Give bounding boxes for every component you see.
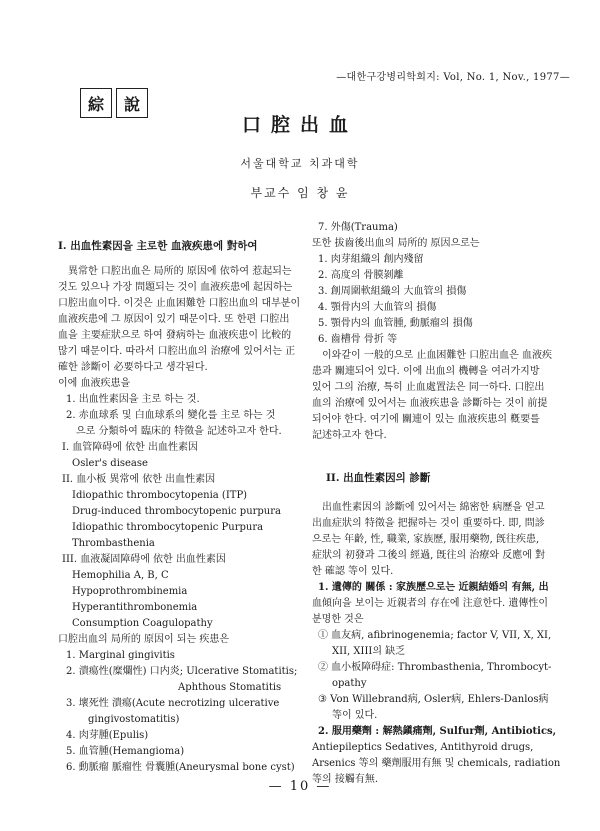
para-line: 患과 關連되어 있다. 이에 出血의 機轉을 여러가지방 [312, 366, 540, 377]
sub-item: Hypoprothrombinemia [72, 586, 188, 597]
local-intro: 口腔出血의 局所的 原因이 되는 疾患은 [58, 634, 230, 645]
page-number: — 10 — [268, 779, 332, 794]
para-line: 한 確認 等이 있다. [312, 566, 394, 577]
para-line: 症狀의 初發과 그後의 經過, 旣往의 治療와 反應에 對 [312, 550, 546, 561]
local-item: gingivostomatitis) [88, 714, 180, 725]
section-heading-1: I. 出血性素因을 主로한 血液疾患에 對하여 [58, 240, 258, 252]
local-item: 2. 潰瘍性(糜爛性) 口内炎; Ulcerative Stomatitis; [66, 666, 298, 677]
para-line: 이에 血液疾患을 [58, 378, 131, 389]
left-column [58, 238, 308, 776]
local-item: Aphthous Stomatitis [178, 682, 282, 693]
circled-item: ① 血友病, afibrinogenemia; factor V, VII, X, XI, [318, 630, 552, 641]
numbered-item: 으로 分類하여 臨床的 特徵을 記述하고자 한다. [76, 426, 282, 437]
extraction-intro: 또한 拔齒後出血의 局所的 原因으로는 [312, 238, 480, 249]
local-item: 6. 動脈瘤 脈瘤性 骨囊腫(Aneurysmal bone cyst) [66, 762, 295, 773]
local-item: 3. 壞死性 潰瘍(Acute necrotizing ulcerative [66, 698, 280, 709]
heredity-heading: 1. 遺傳的 關係 : 家族歷으로는 近親結婚의 有無, 出 [318, 582, 549, 593]
drugs-heading: 2. 服用藥劑 : 解熱鎭痛劑, Sulfur劑, Antibiotics, [318, 726, 557, 737]
box-label-1: 綜 [80, 88, 112, 118]
local-item: 1. Marginal gingivitis [66, 650, 175, 661]
extraction-item: 6. 齒槽骨 骨折 等 [318, 334, 398, 345]
sub-item: Hyperantithrombonemia [72, 602, 198, 613]
journal-header: —대한구강병리학회지: Vol, No. 1, Nov., 1977— [336, 72, 570, 83]
affiliation: 서울대학교 치과대학 [240, 157, 360, 170]
para-line: 血을 主要症狀으로 하여 發病하는 血液疾患이 比較的 [58, 330, 292, 341]
local-item: 4. 肉芽腫(Epulis) [66, 730, 149, 741]
trauma-item: 7. 外傷(Trauma) [318, 222, 398, 233]
para-line: 있어 그의 治療, 특히 止血處置法은 同一하다. 口腔出 [312, 382, 545, 393]
circled-item: XII, XIII의 缺乏 [332, 646, 406, 657]
circled-item: 等이 있다. [332, 710, 378, 721]
para-line: 것도 있으나 가장 問題되는 것이 血液疾患에 起因하는 [58, 282, 293, 293]
extraction-item: 1. 肉芽組織의 創内殘留 [318, 254, 424, 265]
circled-item: opathy [332, 678, 367, 689]
para-line: 口腔出血이다. 이것은 止血困難한 口腔出血의 대부분이 [58, 298, 301, 309]
para-line: 確한 診斷이 必要하다고 생각된다. [58, 362, 208, 373]
sub-item: Idiopathic thrombocytopenic Purpura [72, 522, 264, 533]
subheading-3: III. 血液凝固障碍에 依한 出血性素因 [62, 554, 226, 565]
para-line: 出血性素因의 診斷에 있어서는 綿密한 病歷을 얻고 [322, 502, 545, 513]
article-title: 口腔出血 [241, 114, 358, 136]
para-line: 血液疾患에 그 原因이 있기 때문이다. 또 한편 口腔出 [58, 314, 290, 325]
sub-item: Idiopathic thrombocytopenia (ITP) [72, 490, 248, 501]
para-line: 되어야 한다. 여기에 關連이 있는 血液疾患의 槪要를 [312, 414, 540, 425]
extraction-item: 5. 顎骨内의 血管腫, 動脈瘤의 損傷 [318, 318, 473, 329]
right-column [312, 220, 562, 788]
para-line: 분명한 것은 [312, 614, 364, 625]
para-line: 出血症狀의 特徵을 把握하는 것이 重要하다. 即, 問診 [312, 518, 545, 529]
section-heading-2: II. 出血性素因의 診斷 [326, 472, 431, 484]
numbered-item: 1. 出血性素因을 主로 하는 것. [66, 394, 200, 405]
sub-item: Hemophilia A, B, C [72, 570, 169, 581]
sub-item: Drug-induced thrombocytopenic purpura [72, 506, 281, 517]
para-line: Antiepileptics Sedatives, Antithyroid drugs, [312, 742, 534, 753]
para-line: 記述하고자 한다. [312, 430, 387, 441]
local-item: 5. 血管腫(Hemangioma) [66, 746, 185, 757]
sub-item: Osler's disease [72, 458, 148, 469]
para-line: 血의 治療에 있어서는 血液疾患을 診斷하는 것이 前提 [312, 398, 548, 409]
para-line: 血傾向을 보이는 近親者의 存在에 注意한다. 遺傳性이 [312, 598, 549, 609]
para-line: Arsenics 等의 藥劑服用有無 및 chemicals, radiation [312, 758, 561, 769]
subheading-2: II. 血小板 異常에 依한 出血性素因 [62, 474, 216, 485]
sub-item: Thrombasthenia [72, 538, 155, 549]
extraction-item: 2. 高度의 骨膜剝離 [318, 270, 404, 281]
extraction-item: 4. 顎骨内의 大血管의 損傷 [318, 302, 437, 313]
para-line: 이와같이 一般的으로 止血困難한 口腔出血은 血液疾 [322, 350, 552, 361]
para-line: 等의 接觸有無. [312, 774, 379, 785]
sub-item: Consumption Coagulopathy [72, 618, 213, 629]
circled-item: ③ Von Willebrand病, Osler病, Ehlers-Danlos病 [318, 694, 549, 705]
extraction-item: 3. 創周圍軟組織의 大血管의 損傷 [318, 286, 467, 297]
numbered-item: 2. 赤血球系 및 白血球系의 變化를 主로 하는 것 [66, 410, 276, 421]
author: 부교수 임 창 윤 [250, 186, 350, 200]
subheading-1: I. 血管障碍에 依한 出血性素因 [62, 442, 198, 453]
para-line: 으로는 年齡, 性, 職業, 家族歷, 服用藥物, 旣往疾患, [312, 534, 540, 545]
circled-item: ② 血小板障碍症: Thrombasthenia, Thrombocyt- [318, 662, 552, 673]
para-line: 異常한 口腔出血은 局所的 原因에 依하여 惹起되는 [68, 266, 292, 277]
para-line: 많기 때문이다. 따라서 口腔出血의 治療에 있어서는 正 [58, 346, 296, 357]
box-label-2: 說 [116, 88, 148, 118]
